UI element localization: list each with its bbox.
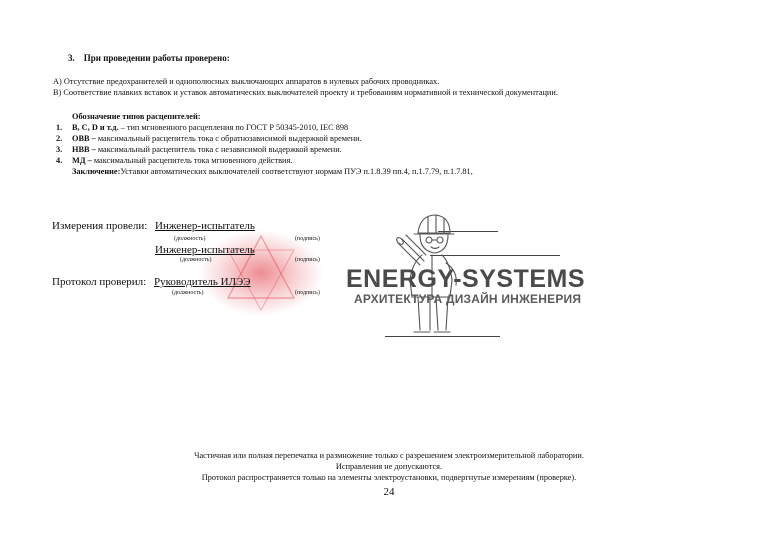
release-type-item — [56, 145, 342, 154]
checked-label: Протокол проверил: — [52, 276, 147, 288]
check-b: В) Соответствие плавких вставок и уставок автоматических выключателей проекту и требованиям нормативной и технической документации. — [53, 88, 558, 97]
page-number: 24 — [383, 486, 395, 498]
position-caption: (должность) — [172, 290, 204, 296]
conclusion — [72, 167, 473, 176]
item-desc: максимальный расцепитель тока с обратнозависимой выдержкой времени. — [95, 134, 362, 143]
item-code: НВВ – — [72, 145, 96, 154]
item-code: ОВВ – — [72, 134, 96, 143]
item-desc: максимальный расцепитель тока мгновенного действия. — [91, 156, 293, 165]
footer-line-1: Частичная или полная перепечатка и размножение только с разрешением электроизмерительной лаборатории. — [194, 451, 584, 460]
signature-caption: (подпись) — [295, 236, 320, 242]
position-caption: (должность) — [174, 236, 206, 242]
item-desc: – тип мгновенного расцепления по ГОСТ Р 50345-2010, IEC 898 — [118, 123, 349, 132]
item-number: 4. — [56, 156, 63, 165]
brand-logo-title: ENERGY-SYSTEMS — [346, 265, 585, 293]
signature-caption: (подпись) — [295, 290, 320, 296]
footer-line-3: Протокол распространяется только на элементы электроустановки, подвергнутые измерениям (проверке). — [201, 473, 577, 482]
engineer-title-2: Инженер-испытатель — [155, 244, 255, 256]
release-types-title: Обозначение типов расцепителей: — [72, 112, 201, 121]
engineer-title-1: Инженер-испытатель — [155, 220, 255, 232]
item-code: B, C, D и т.д. — [72, 123, 119, 132]
section-number: 3. — [68, 53, 75, 63]
conclusion-text: Уставки автоматических выключателей соответствуют нормам ПУЭ п.1.8.39 пп.4, п.1.7.79, п.1.7.81, — [120, 167, 473, 176]
item-number: 2. — [56, 134, 63, 143]
item-code: МД – — [72, 156, 92, 165]
item-number: 3. — [56, 145, 63, 154]
supervisor-title: Руководитель ИЛЭЭ — [154, 276, 251, 288]
check-a: А) Отсутствие предохранителей и однополюсных выключающих аппаратов в нулевых рабочих проводниках. — [53, 77, 440, 86]
release-type-item — [56, 123, 348, 132]
release-type-item — [56, 134, 362, 143]
conclusion-label: Заключение: — [72, 167, 121, 176]
section-title: При проведении работы проверено: — [83, 53, 230, 63]
item-number: 1. — [56, 123, 63, 132]
section-heading — [68, 53, 230, 63]
signature-caption: (подпись) — [295, 257, 320, 263]
brand-logo-subtitle: АРХИТЕКТУРА ДИЗАЙН ИНЖЕНЕРИЯ — [354, 292, 582, 306]
footer-line-2: Исправления не допускаются. — [335, 462, 443, 471]
item-desc: максимальный расцепитель тока с независимой выдержкой времени. — [95, 145, 342, 154]
position-caption: (должность) — [180, 257, 212, 263]
measured-label: Измерения провели: — [52, 220, 148, 232]
release-type-item — [56, 156, 292, 165]
